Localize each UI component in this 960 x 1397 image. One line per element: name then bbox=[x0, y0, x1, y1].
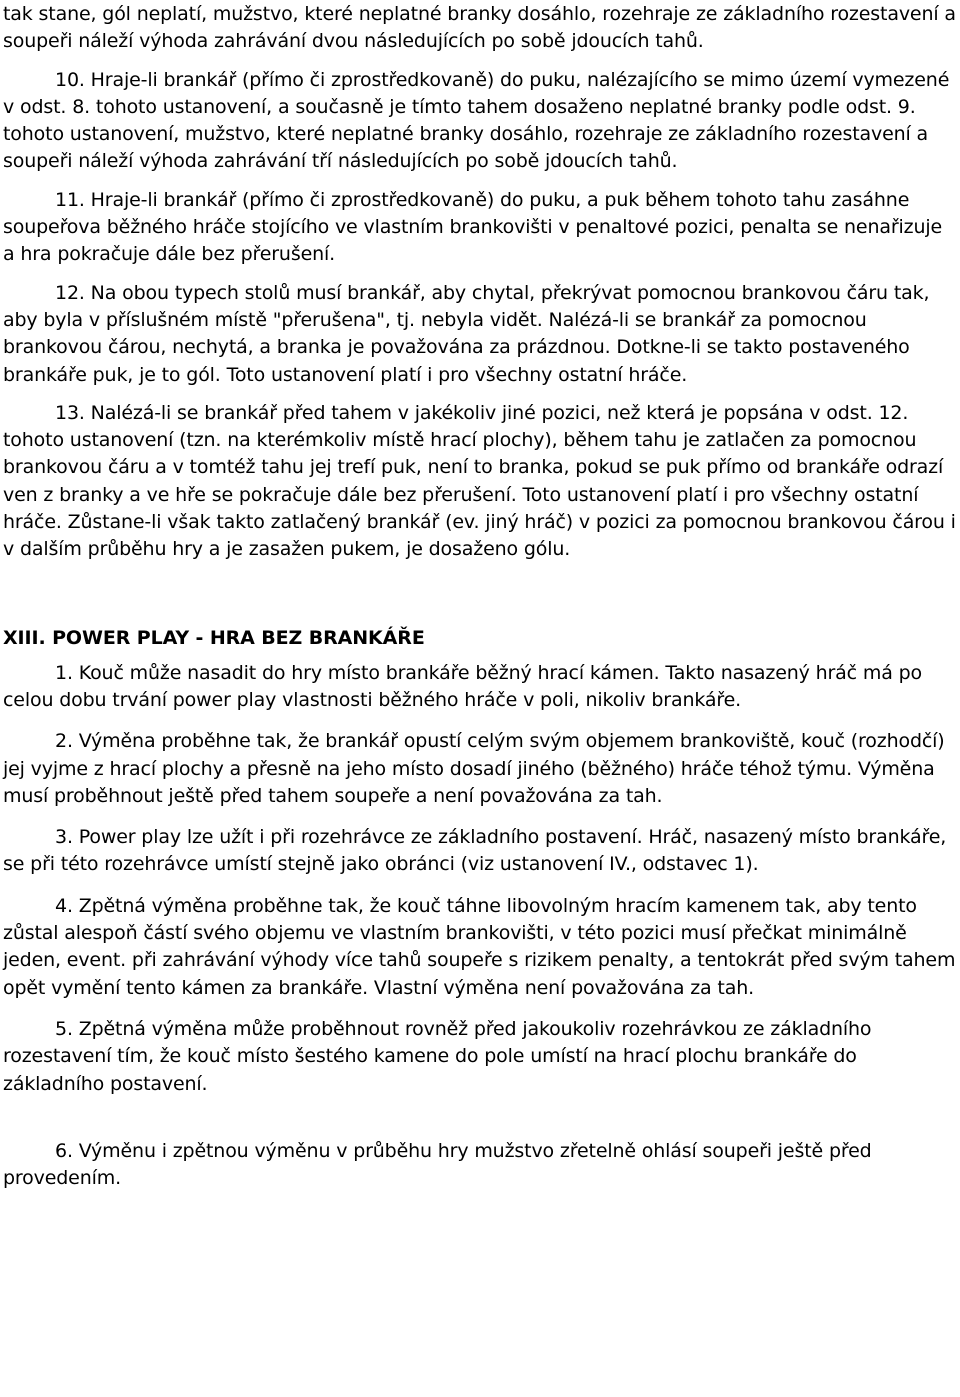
rule-11-paragraph: 11. Hraje-li brankář (přímo či zprostředkovaně) do puku, a puk během tohoto tahu zasáhne soupeřova běžného hráče stojícího ve vlastním brankovišti v penaltové pozici, penalta se nenařizuje a hra pokračuje dále bez přerušení. bbox=[3, 188, 943, 266]
section-item-4: 4. Zpětná výměna proběhne tak, že kouč táhne libovolným hracím kamenem tak, aby tento zůstal alespoň částí svého objemu ve vlastním brankovišti, v této pozici musí přečkat minimálně jeden, event. při zahrávání výhody více tahů soupeře s rizikem penalty, a tentokrát před svým tahem opět vymění tento kámen za brankáře. Vlastní výměna není považována za tah. bbox=[3, 894, 956, 999]
rule-13-paragraph: 13. Nalézá-li se brankář před tahem v jakékoliv jiné pozici, než která je popsána v odst. 12. tohoto ustanovení (tzn. na kterémkoliv místě hrací plochy), během tahu je zatlačen za pomocnou brankovou čáru a v tomtéž tahu jej trefí puk, není to branka, pokud se puk přímo od brankáře odrazí ven z branky a ve hře se pokračuje dále bez přerušení. Toto ustanovení platí i pro všechny ostatní hráče. Zůstane-li však takto zatlačený brankář (ev. jiný hráč) v pozici za pomocnou brankovou čárou i v dalším průběhu hry a je zasažen pukem, je dosaženo gólu. bbox=[3, 401, 956, 561]
section-item-5: 5. Zpětná výměna může proběhnout rovněž před jakoukoliv rozehrávkou ze základního rozestavení tím, že kouč místo šestého kamene do pole umístí na hrací plochu brankáře do základního postavení. bbox=[3, 1017, 872, 1095]
section-item-1: 1. Kouč může nasadit do hry místo brankáře běžný hrací kámen. Takto nasazený hráč má po celou dobu trvání power play vlastnosti běžného hráče v poli, nikoliv brankáře. bbox=[3, 661, 922, 711]
rule-10-paragraph: 10. Hraje-li brankář (přímo či zprostředkovaně) do puku, nalézajícího se mimo území vymezené v odst. 8. tohoto ustanovení, a současně je tímto tahem dosaženo neplatné branky podle odst. 9. tohoto ustanovení, mužstvo, které neplatné branky dosáhlo, rozehraje ze základního rozestavení a soupeři náleží výhoda zahrávání tří následujících po sobě jdoucích tahů. bbox=[3, 68, 950, 173]
document-page bbox=[3, 0, 957, 1192]
section-item-6: 6. Výměnu i zpětnou výměnu v průběhu hry mužstvo zřetelně ohlásí soupeři ještě před provedením. bbox=[3, 1139, 872, 1190]
rule-12-paragraph: 12. Na obou typech stolů musí brankář, aby chytal, překrývat pomocnou brankovou čáru tak, aby byla v příslušném místě "přerušena", tj. nebyla vidět. Nalézá-li se brankář za pomocnou brankovou čárou, nechytá, a branka je považována za prázdnou. Dotkne-li se takto postaveného brankáře puk, je to gól. Toto ustanovení platí i pro všechny ostatní hráče. bbox=[3, 281, 930, 386]
section-item-2: 2. Výměna proběhne tak, že brankář opustí celým svým objemem brankoviště, kouč (rozhodčí) jej vyjme z hrací plochy a přesně na jeho místo dosadí jiného (běžného) hráče téhož týmu. Výměna musí proběhnout ještě před tahem soupeře a není považována za tah. bbox=[3, 730, 945, 807]
section-heading: XIII. POWER PLAY - HRA BEZ BRANKÁŘE bbox=[3, 626, 425, 649]
section-item-3: 3. Power play lze užít i při rozehrávce ze základního postavení. Hráč, nasazený místo brankáře, se při této rozehrávce umístí stejně jako obránci (viz ustanovení IV., odstavec 1). bbox=[3, 826, 947, 876]
intro-paragraph: tak stane, gól neplatí, mužstvo, které neplatné branky dosáhlo, rozehraje ze základního rozestavení a soupeři náleží výhoda zahrávání dvou následujících po sobě jdoucích tahů. bbox=[3, 3, 956, 53]
